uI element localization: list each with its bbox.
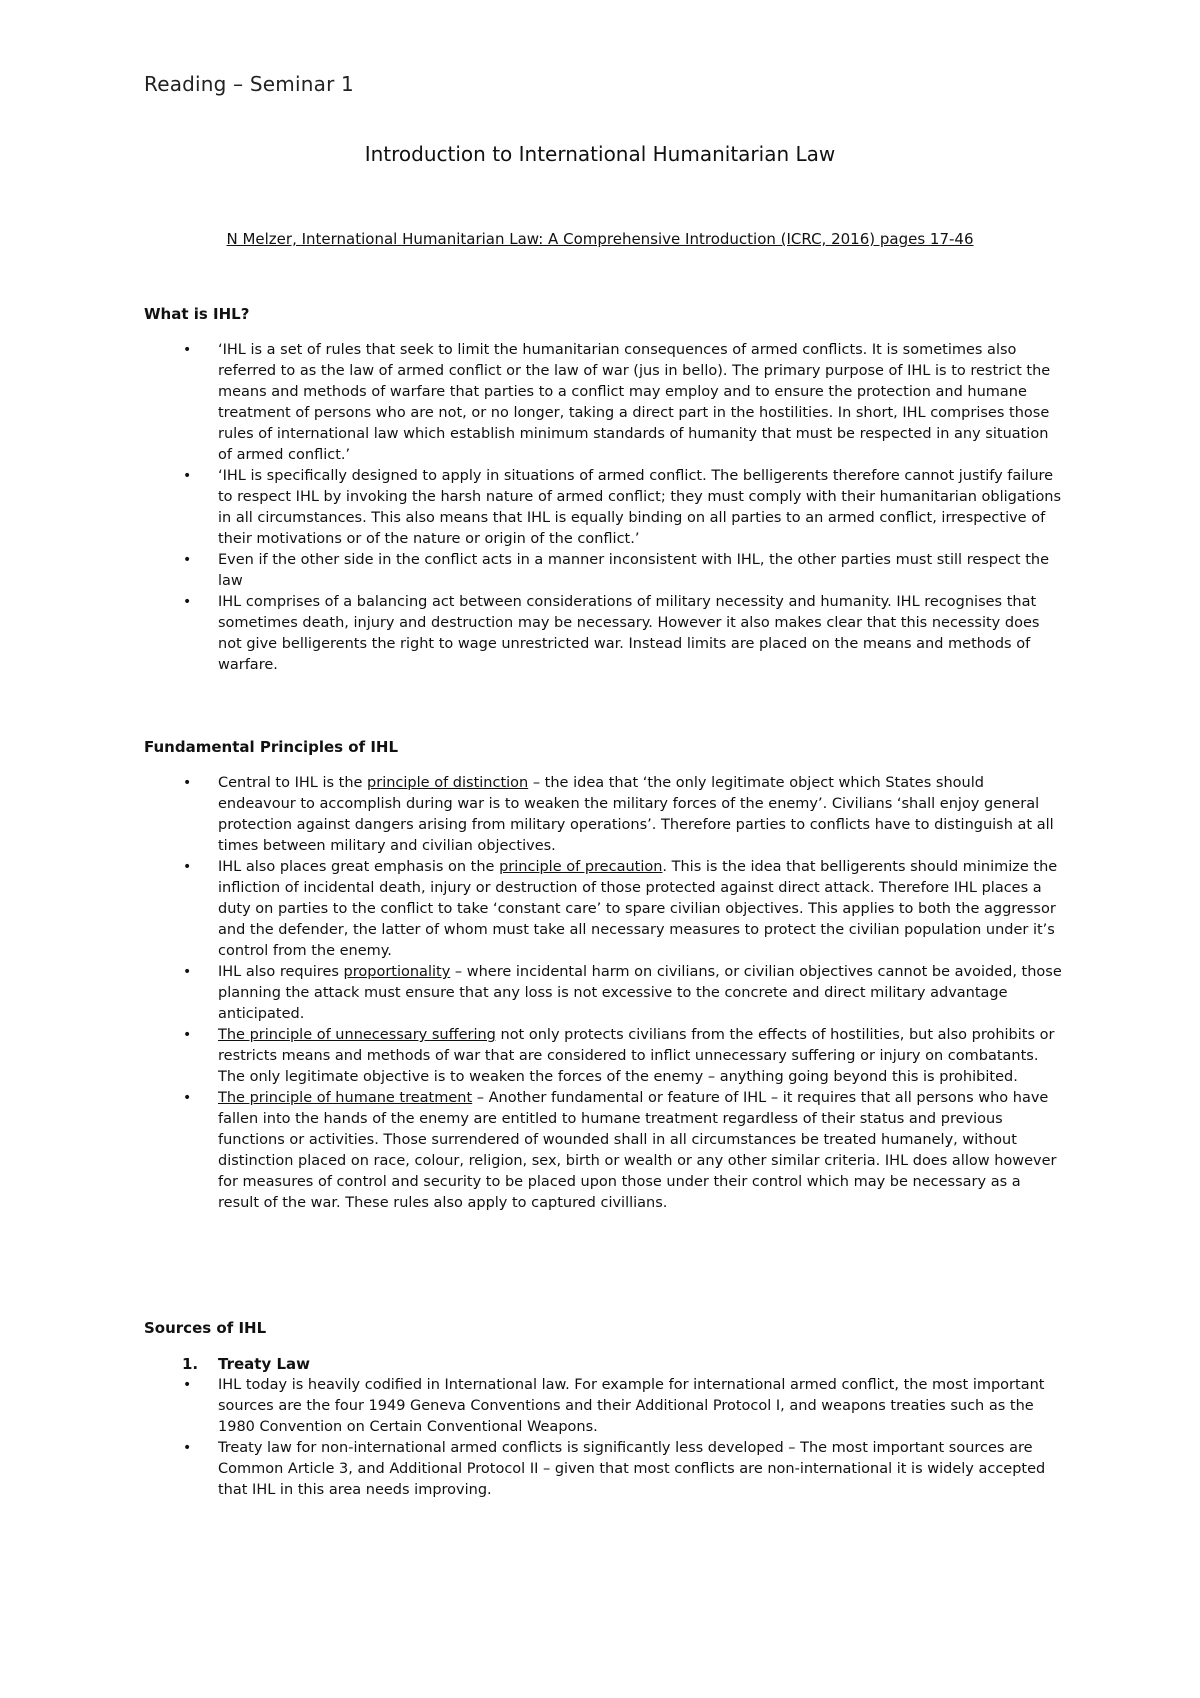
list-item-text-pre: Central to IHL is the [218, 775, 368, 791]
list-item-text-post: – the idea that ‘the only legitimate object which States should endeavour to accomplish during war is to weaken the military forces of the enemy’. Civilians ‘shall enjoy general protection against dangers arising from military operations’. Therefore parties to conflicts have to distinguish at all times between military and civilian objectives. [218, 775, 1054, 854]
bullet-icon: • [183, 468, 192, 484]
list-item [144, 857, 1064, 962]
section-fundamental-principles [144, 737, 1064, 1214]
section-heading: What is IHL? [144, 305, 250, 323]
list-item-text-post: – Another fundamental or feature of IHL – it requires that all persons who have fallen into the hands of the enemy are entitled to humane treatment regardless of their status and previous functions or activities. Those surrendered of wounded shall in all circumstances be treated humanely, without distinction placed on race, colour, religion, sex, birth or wealth or any other similar criteria. IHL does allow however for measures of control and security to be placed upon those under their control which may be necessary as a result of the war. These rules also apply to captured civillians. [218, 1090, 1057, 1211]
principle-term: The principle of humane treatment [218, 1090, 473, 1106]
subheading-text: Treaty Law [218, 1355, 310, 1373]
list-item-text-pre: IHL also places great emphasis on the [218, 859, 500, 875]
list-item-text: IHL today is heavily codified in International law. For example for international armed conflict, the most important sources are the four 1949 Geneva Conventions and their Additional Protocol I, and weapons treaties such as the 1980 Convention on Certain Conventional Weapons. [218, 1377, 1045, 1435]
principle-term: The principle of unnecessary suffering [218, 1027, 496, 1043]
page-header: Reading – Seminar 1 [144, 72, 354, 96]
section-heading: Fundamental Principles of IHL [144, 738, 399, 756]
bullet-icon: • [183, 552, 192, 568]
list-item-text-post: – where incidental harm on civilians, or civilian objectives cannot be avoided, those planning the attack must ensure that any loss is not excessive to the concrete and direct military advantage anticipated. [218, 964, 1062, 1022]
list-item [144, 340, 1064, 466]
list-item [144, 773, 1064, 857]
bullet-icon: • [183, 1090, 192, 1106]
list-item [144, 1025, 1064, 1088]
bullet-icon: • [183, 859, 192, 875]
list-item-text: IHL comprises of a balancing act between considerations of military necessity and humanity. IHL recognises that sometimes death, injury and destruction may be necessary. However it also makes clear that this necessity does not give belligerents the right to wage unrestricted war. Instead limits are placed on the means and methods of warfare. [218, 594, 1040, 673]
bullet-icon: • [183, 1027, 192, 1043]
list-item-text: Treaty law for non-international armed conflicts is significantly less developed – The most important sources are Common Article 3, and Additional Protocol II – given that most conflicts are non-international it is widely accepted that IHL in this area needs improving. [218, 1440, 1046, 1498]
list-item-text-pre: IHL also requires [218, 964, 344, 980]
bullet-icon: • [183, 594, 192, 610]
list-item [144, 466, 1064, 550]
bullet-icon: • [183, 964, 192, 980]
list-item-text: ‘IHL is a set of rules that seek to limit the humanitarian consequences of armed conflicts. It is sometimes also referred to as the law of armed conflict or the law of war (jus in bello). The primary purpose of IHL is to restrict the means and methods of warfare that parties to a conflict may employ and to ensure the protection and humane treatment of persons who are not, or no longer, taking a direct part in the hostilities. In short, IHL comprises those rules of international law which establish minimum standards of humanity that must be respected in any situation of armed conflict.’ [218, 342, 1051, 463]
list-item [144, 1438, 1064, 1501]
list-item [144, 1375, 1064, 1438]
section-heading: Sources of IHL [144, 1319, 267, 1337]
list-item-text-post: . This is the idea that belligerents should minimize the infliction of incidental death, injury or destruction of those protected against direct attack. Therefore IHL places a duty on parties to the conflict to take ‘constant care’ to spare civilian objectives. This applies to both the aggressor and the defender, the latter of whom must take all necessary measures to protect the civilian population under it’s control from the enemy. [218, 859, 1058, 959]
bullet-list [144, 1375, 1064, 1501]
subheading-number: 1. [182, 1355, 199, 1373]
list-item-text: Even if the other side in the conflict acts in a manner inconsistent with IHL, the other parties must still respect the law [218, 552, 1049, 589]
list-item [144, 592, 1064, 676]
list-item-text: ‘IHL is specifically designed to apply in situations of armed conflict. The belligerents therefore cannot justify failure to respect IHL by invoking the harsh nature of armed conflict; they must comply with their humanitarian obligations in all circumstances. This also means that IHL is equally binding on all parties to an armed conflict, irrespective of their motivations or of the nature or origin of the conflict.’ [218, 468, 1062, 547]
list-item [144, 962, 1064, 1025]
principle-term: principle of precaution [499, 859, 663, 875]
section-what-is-ihl [144, 304, 1064, 676]
principle-term: proportionality [343, 964, 451, 980]
bullet-icon: • [183, 775, 192, 791]
list-item [144, 1088, 1064, 1214]
section-sources-of-ihl [144, 1318, 1064, 1501]
document-title: Introduction to International Humanitarian Law [364, 142, 836, 166]
bullet-icon: • [183, 1377, 192, 1393]
list-item [144, 550, 1064, 592]
bullet-list [144, 340, 1064, 676]
principle-term: principle of distinction [367, 775, 529, 791]
list-item-text-post: not only protects civilians from the effects of hostilities, but also prohibits or restricts means and methods of war that are considered to inflict unnecessary suffering or injury on combatants. The only legitimate objective is to weaken the forces of the enemy – anything going beyond this is prohibited. [218, 1027, 1055, 1085]
reading-reference: N Melzer, International Humanitarian Law: A Comprehensive Introduction (ICRC, 2016) pages 17-46 [226, 230, 974, 248]
bullet-list [144, 773, 1064, 1214]
bullet-icon: • [183, 1440, 192, 1456]
bullet-icon: • [183, 342, 192, 358]
numbered-subheading [144, 1354, 1064, 1375]
